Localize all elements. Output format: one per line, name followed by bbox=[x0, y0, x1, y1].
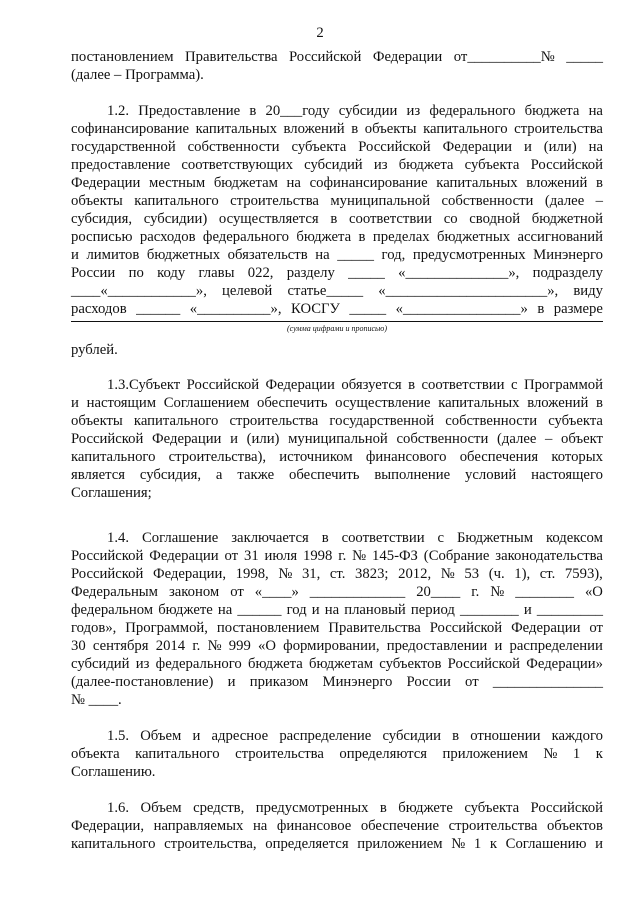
text-line: субсидия, субсидии) осуществляется в соответствии со сводной бюджетной bbox=[71, 211, 603, 227]
text-line: Соглашению. bbox=[71, 764, 156, 780]
text-line: предоставление соответствующих субсидий из бюджета субъекта Российской bbox=[71, 157, 603, 173]
text-line: является субсидия, а также обеспечить выполнение условий настоящего bbox=[71, 467, 603, 483]
text-line: объекта капитального строительства определяются приложением № 1 к bbox=[71, 746, 603, 762]
text-line: и настоящим Соглашением обеспечить осуществление капитальных вложений в bbox=[71, 395, 603, 411]
text-line: 1.4. Соглашение заключается в соответствии с Бюджетным кодексом bbox=[107, 530, 603, 546]
text-line: ____«____________», целевой статье_____ «______________________», виду bbox=[71, 283, 603, 299]
text-line: объекты капитального строительства государственной собственности субъекта bbox=[71, 413, 603, 429]
text-line: Федерации местным бюджетам на софинансирование капитальных вложений в bbox=[71, 175, 603, 191]
text-line: 30 сентября 2014 г. № 999 «О формировании, предоставлении и распределении bbox=[71, 638, 603, 654]
text-line: рублей. bbox=[71, 342, 118, 358]
text-line: государственной собственности субъекта Российской Федерации и (или) на bbox=[71, 139, 603, 155]
text-line: федеральном бюджете на ______ год и на плановый период ________ и _________ bbox=[71, 602, 603, 618]
text-line: России по коду главы 022, разделу _____ «______________», подразделу bbox=[71, 265, 603, 281]
text-line: капитального строительства, определяется приложением № 1 к Соглашению и bbox=[71, 836, 603, 852]
text-line: Соглашения; bbox=[71, 485, 152, 501]
text-line: (далее-постановление) и приказом Минэнерго России от _______________ bbox=[71, 674, 603, 690]
text-line: капитального строительства), источником финансового обеспечения которых bbox=[71, 449, 603, 465]
text-line: Российской Федерации и (или) муниципальной собственности (далее – объект bbox=[71, 431, 603, 447]
text-line: 1.6. Объем средств, предусмотренных в бюджете субъекта Российской bbox=[107, 800, 603, 816]
text-line: 1.2. Предоставление в 20___году субсидии из федерального бюджета на bbox=[107, 103, 603, 119]
text-line: Российской Федерации, 1998, № 31, ст. 3823; 2012, № 53 (ч. 1), ст. 7593), bbox=[71, 566, 603, 582]
text-line: Российской Федерации от 31 июля 1998 г. № 145-ФЗ (Собрание законодательства bbox=[71, 548, 603, 564]
text-line: № ____. bbox=[71, 692, 122, 708]
text-line: Федеральным законом от «____» _____________ 20____ г. № ________ «О bbox=[71, 584, 603, 600]
page-number: 2 bbox=[316, 25, 324, 41]
text-line: расходов ______ «__________», КОСГУ _____ «________________» в размере bbox=[71, 301, 603, 317]
text-line: и лимитов бюджетных обязательств на _____ год, предусмотренных Минэнерго bbox=[71, 247, 603, 263]
text-line: постановлением Правительства Российской Федерации от__________№ _____ bbox=[71, 49, 603, 65]
text-line: софинансирование капитальных вложений в объекты капитального строительства bbox=[71, 121, 603, 137]
text-line: Федерации, направляемых на финансовое обеспечение строительства объектов bbox=[71, 818, 603, 834]
text-line: годов», Программой, постановлением Правительства Российской Федерации от bbox=[71, 620, 603, 636]
amount-caption: (сумма цифрами и прописью) bbox=[71, 321, 603, 334]
text-line: 1.3.Субъект Российской Федерации обязуется в соответствии с Программой bbox=[107, 377, 603, 393]
text-line: (далее – Программа). bbox=[71, 67, 204, 83]
text-line: росписью расходов федерального бюджета в пределах бюджетных ассигнований bbox=[71, 229, 603, 245]
text-line: субсидий из федерального бюджета бюджетам субъектов Российской Федерации» bbox=[71, 656, 603, 672]
text-line: объекты капитального строительства муниципальной собственности (далее – bbox=[71, 193, 603, 209]
text-line: 1.5. Объем и адресное распределение субсидии в отношении каждого bbox=[107, 728, 603, 744]
